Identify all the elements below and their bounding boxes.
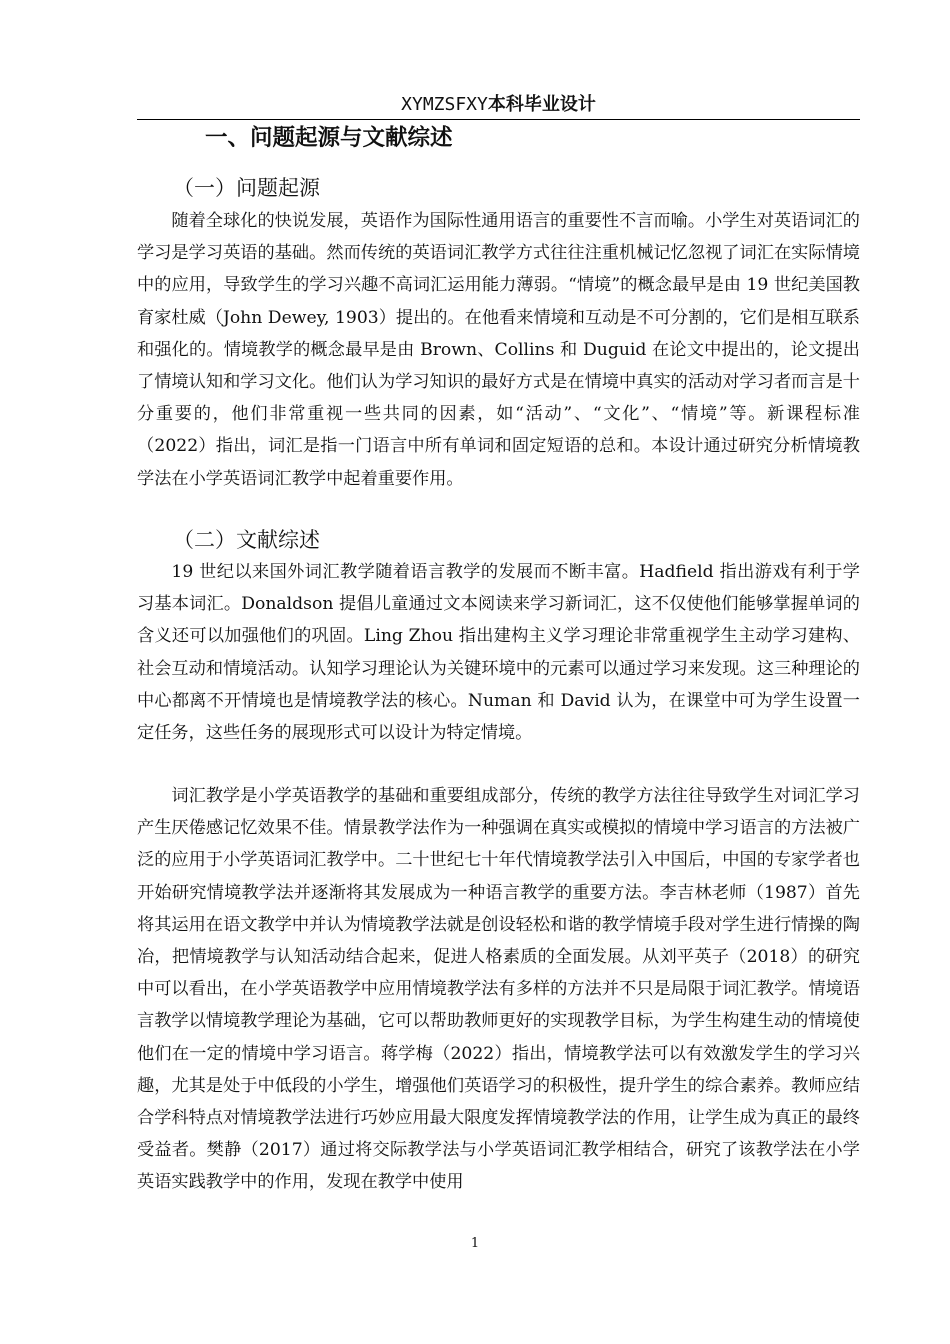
page-header [137, 89, 860, 120]
subsection-title-review: （二）文献综述 [173, 528, 320, 552]
paragraph-origin: 随着全球化的快说发展，英语作为国际性通用语言的重要性不言而喻。小学生对英语词汇的学习是学习英语的基础。然而传统的英语词汇教学方式往往注重机械记忆忽视了词汇在实际情境中的应用，导致学生的学习兴趣不高词汇运用能力薄弱。“情境”的概念最早是由 19 世纪美国教育家杜威（John Dewey, 1903）提出的。在他看来情境和互动是不可分割的，它们是相互联系和强化的。情境教学的概念最早是由 Brown、Collins 和 Duguid 在论文中提出的，论文提出了情境认知和学习文化。他们认为学习知识的最好方式是在情境中真实的活动对学习者而言是十分重要的，他们非常重视一些共同的因素，如“活动”、“文化”、“情境”等。新课程标准（2022）指出，词汇是指一门语言中所有单词和固定短语的总和。本设计通过研究分析情境教学法在小学英语词汇教学中起着重要作用。 [137, 211, 860, 489]
paragraph-review-2: 词汇教学是小学英语教学的基础和重要组成部分，传统的教学方法往往导致学生对词汇学习产生厌倦感记忆效果不佳。情景教学法作为一种强调在真实或模拟的情境中学习语言的方法被广泛的应用于小学英语词汇教学中。二十世纪七十年代情境教学法引入中国后，中国的专家学者也开始研究情境教学法并逐渐将其发展成为一种语言教学的重要方法。李吉林老师（1987）首先将其运用在语文教学中并认为情境教学法就是创设轻松和谐的教学情境手段对学生进行情操的陶冶，把情境教学与认知活动结合起来，促进人格素质的全面发展。从刘平英子（2018）的研究中可以看出，在小学英语教学中应用情境教学法有多样的方法并不只是局限于词汇教学。情境语言教学以情境教学理论为基础，它可以帮助教师更好的实现教学目标，为学生构建生动的情境使他们在一定的情境中学习语言。蒋学梅（2022）指出，情境教学法可以有效激发学生的学习兴趣，尤其是处于中低段的小学生，增强他们英语学习的积极性，提升学生的综合素养。教师应结合学科特点对情境教学法进行巧妙应用最大限度发挥情境教学法的作用，让学生成为真正的最终受益者。樊静（2017）通过将交际教学法与小学英语词汇教学相结合，研究了该教学法在小学英语实践教学中的作用，发现在教学中使用 [137, 786, 860, 1193]
subsection-title-origin: （一）问题起源 [173, 176, 320, 200]
paragraph-review-1: 19 世纪以来国外词汇教学随着语言教学的发展而不断丰富。Hadfield 指出游戏有利于学习基本词汇。Donaldson 提倡儿童通过文本阅读来学习新词汇，这不仅使他们能够掌握单词的含义还可以加强他们的巩固。Ling Zhou 指出建构主义学习理论非常重视学生主动学习建构、社会互动和情境活动。认知学习理论认为关键环境中的元素可以通过学习来发现。这三种理论的中心都离不开情境也是情境教学法的核心。Numan 和 David 认为，在课堂中可为学生设置一定任务，这些任务的展现形式可以设计为特定情境。 [137, 562, 860, 744]
section-title: 一、问题起源与文献综述 [205, 125, 453, 151]
page-number: 1 [470, 1236, 480, 1251]
header-subtitle: 本科毕业设计 [487, 94, 596, 115]
header-code: XYMZSFXY [401, 94, 488, 115]
